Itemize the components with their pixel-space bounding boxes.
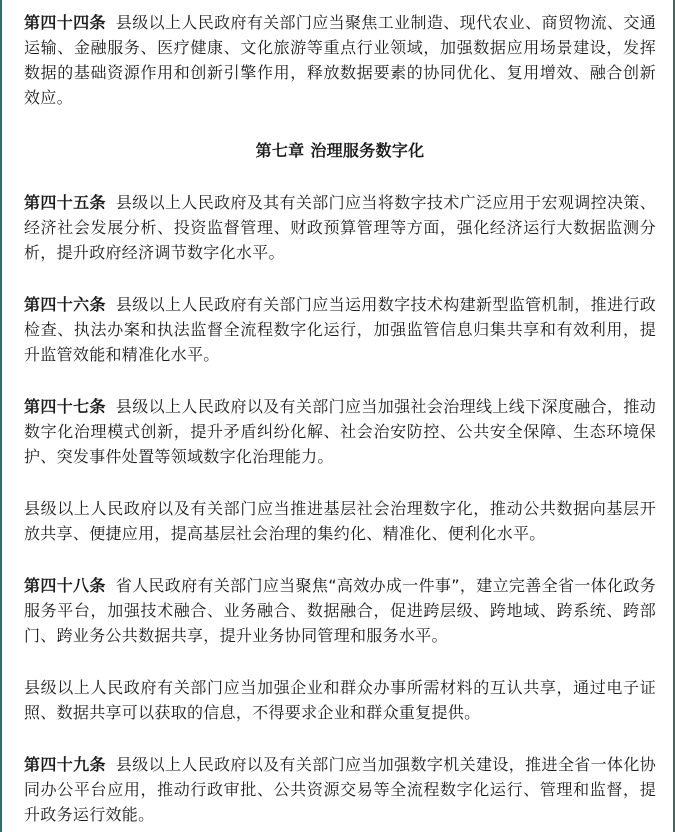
article-48 [24,573,656,648]
article-label: 第四十七条 [24,397,106,416]
article-text: 县级以上人民政府有关部门应当聚焦工业制造、现代农业、商贸物流、交通运输、金融服务、医疗健康、文化旅游等重点行业领域，加强数据应用场景建设，发挥数据的基础资源作用和创新引擎作用，释放数据要素的协同优化、复用增效、融合创新效应。 [24,13,656,107]
article-label: 第四十六条 [24,295,106,314]
article-46 [24,292,656,367]
document-body [24,10,656,827]
chapter-heading: 第七章 治理服务数字化 [255,141,425,160]
article-label: 第四十八条 [24,576,106,595]
article-text: 县级以上人民政府有关部门应当运用数字技术构建新型监管机制，推进行政检查、执法办案和执法监督全流程数字化运行，加强监管信息归集共享和有效利用，提升监管效能和精准化水平。 [24,295,656,364]
article-47 [24,394,656,469]
article-48-paragraph-2 [24,675,656,725]
article-45 [24,190,656,265]
article-47-paragraph-2 [24,496,656,546]
article-label: 第四十四条 [24,13,106,32]
article-label: 第四十五条 [24,193,106,212]
article-text: 省人民政府有关部门应当聚焦“高效办成一件事”，建立完善全省一体化政务服务平台，加强技术融合、业务融合、数据融合，促进跨层级、跨地域、跨系统、跨部门、跨业务公共数据共享，提升业务协同管理和服务水平。 [24,576,656,645]
article-text: 县级以上人民政府及其有关部门应当将数字技术广泛应用于宏观调控决策、经济社会发展分析、投资监督管理、财政预算管理等方面，强化经济运行大数据监测分析，提升政府经济调节数字化水平。 [24,193,656,262]
article-text: 县级以上人民政府以及有关部门应当推进基层社会治理数字化，推动公共数据向基层开放共享、便捷应用，提高基层社会治理的集约化、精准化、便利化水平。 [24,499,656,543]
left-frame-border [0,0,2,832]
article-44 [24,10,656,110]
article-text: 县级以上人民政府以及有关部门应当加强社会治理线上线下深度融合，推动数字化治理模式创新，提升矛盾纠纷化解、社会治安防控、公共安全保障、生态环境保护、突发事件处置等领域数字化治理能力。 [24,397,656,466]
article-text: 县级以上人民政府以及有关部门应当加强数字机关建设，推进全省一体化协同办公平台应用，推动行政审批、公共资源交易等全流程数字化运行、管理和监督，提升政务运行效能。 [24,755,656,824]
article-49 [24,752,656,827]
article-label: 第四十九条 [24,755,106,774]
article-text: 县级以上人民政府有关部门应当加强企业和群众办事所需材料的互认共享，通过电子证照、数据共享可以获取的信息，不得要求企业和群众重复提供。 [24,678,656,722]
